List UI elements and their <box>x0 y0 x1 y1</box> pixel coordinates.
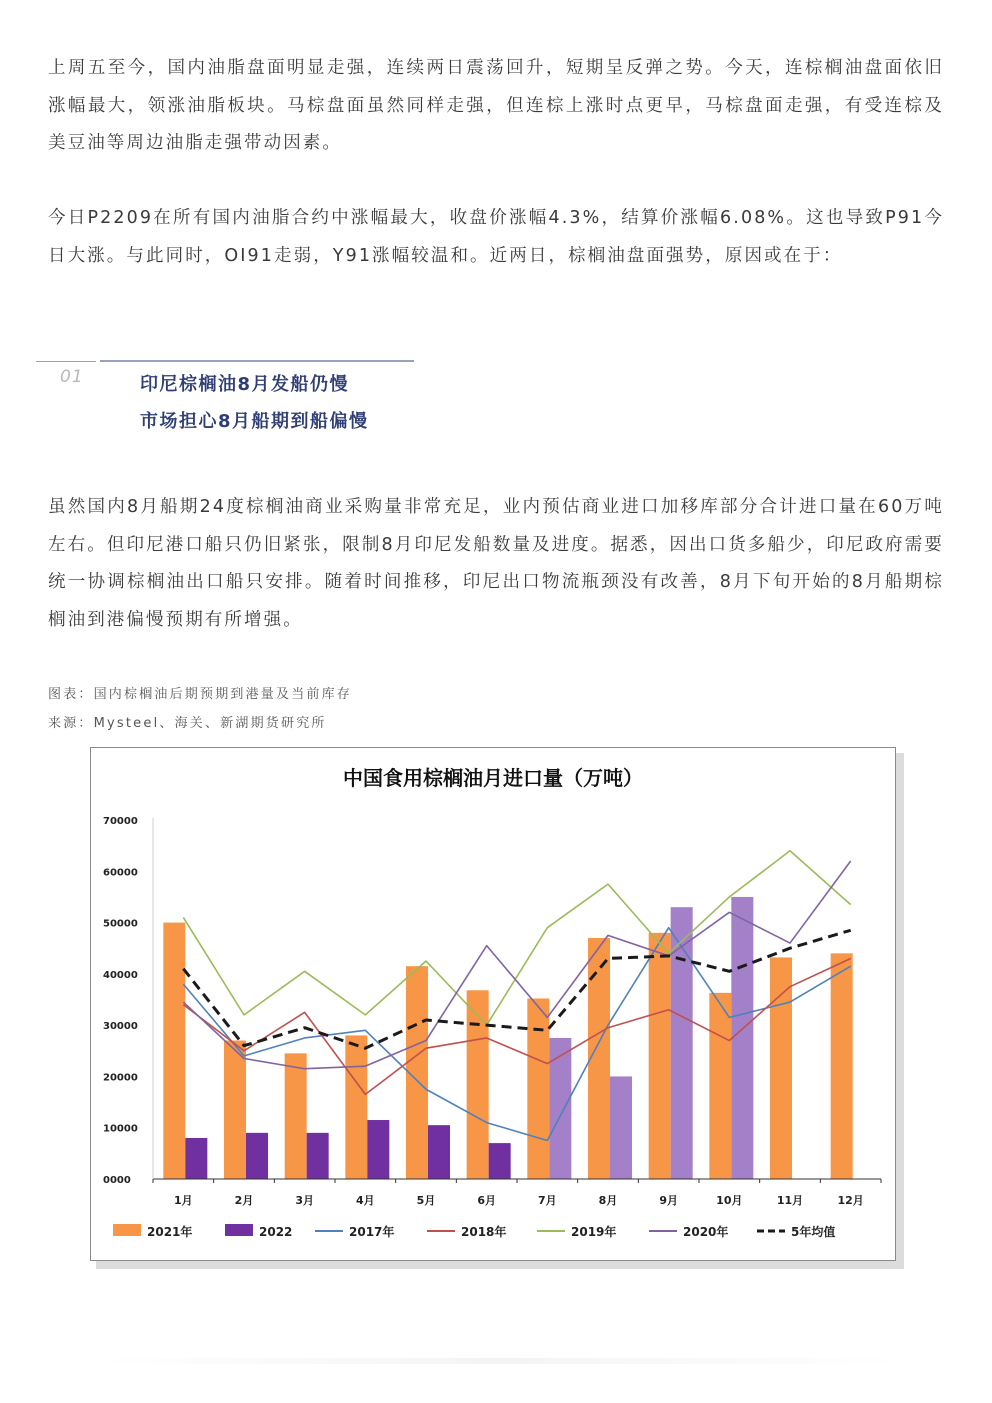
section-title-line-1: 印尼棕榈油8月发船仍慢 <box>140 374 350 395</box>
bar-2021-7 <box>527 998 549 1179</box>
bar-2022-10 <box>731 897 753 1179</box>
legend-label: 2022 <box>259 1225 293 1239</box>
legend-label: 2019年 <box>571 1225 617 1239</box>
x-tick-label: 4月 <box>356 1194 375 1207</box>
palm-oil-import-chart <box>91 748 895 1260</box>
paragraph-shipping: 虽然国内8月船期24度棕榈油商业采购量非常充足，业内预估商业进口加移库部分合计进口量在60万吨左右。但印尼港口船只仍旧紧张，限制8月印尼发船数量及进度。据悉，因出口货多船少，印尼政府需要统一协调棕榈油出口船只安排。随着时间推移，印尼出口物流瓶颈没有改善，8月下旬开始的8月船期棕榈油到港偏慢预期有所增强。 <box>48 497 944 630</box>
chart-frame <box>90 747 896 1261</box>
section-divider-left <box>36 361 96 362</box>
bar-2021-1 <box>163 923 185 1179</box>
bar-2022-2 <box>246 1133 268 1179</box>
x-tick-label: 5月 <box>416 1194 436 1207</box>
bar-2021-11 <box>770 957 792 1179</box>
x-tick-label: 2月 <box>234 1194 254 1207</box>
section-title-line-2: 市场担心8月船期到船偏慢 <box>140 411 369 432</box>
legend-label: 2021年 <box>147 1225 193 1239</box>
bar-2022-5 <box>428 1125 450 1179</box>
bar-2022-3 <box>307 1133 329 1179</box>
bar-2021-10 <box>709 993 731 1179</box>
bar-2021-3 <box>285 1053 307 1179</box>
y-tick-label: 70000 <box>103 816 138 827</box>
bar-2021-6 <box>467 990 489 1179</box>
legend-label: 2018年 <box>461 1225 507 1239</box>
x-tick-label: 7月 <box>538 1194 557 1207</box>
legend-label: 5年均值 <box>791 1225 836 1239</box>
bar-2021-12 <box>831 953 853 1179</box>
y-tick-label: 0000 <box>103 1175 131 1186</box>
bar-2021-4 <box>345 1035 367 1179</box>
x-tick-label: 1月 <box>174 1194 193 1207</box>
x-tick-label: 12月 <box>837 1194 864 1207</box>
figure-source: 来源：Mysteel、海关、新湖期货研究所 <box>48 716 327 731</box>
chart-title: 中国食用棕榈油月进口量（万吨） <box>343 766 643 790</box>
bar-2022-7 <box>549 1038 571 1179</box>
y-tick-label: 50000 <box>103 918 138 930</box>
page-bottom-rule <box>100 1358 900 1364</box>
bar-2022-6 <box>489 1143 511 1179</box>
legend-swatch <box>113 1224 141 1236</box>
bar-2022-8 <box>610 1076 632 1179</box>
legend-swatch <box>225 1224 253 1236</box>
x-tick-label: 3月 <box>295 1194 314 1207</box>
x-tick-label: 6月 <box>477 1194 496 1207</box>
x-tick-label: 8月 <box>598 1194 618 1207</box>
x-tick-label: 9月 <box>659 1194 678 1207</box>
x-tick-label: 10月 <box>716 1194 743 1207</box>
paragraph-intro: 上周五至今，国内油脂盘面明显走强，连续两日震荡回升，短期呈反弹之势。今天，连棕榈油盘面依旧涨幅最大，领涨油脂板块。马棕盘面虽然同样走强，但连棕上涨时点更早，马棕盘面走强，有受连棕及美豆油等周边油脂走强带动因素。 <box>48 58 944 153</box>
bar-2022-4 <box>367 1120 389 1179</box>
y-tick-label: 10000 <box>103 1123 138 1135</box>
paragraph-p2209: 今日P2209在所有国内油脂合约中涨幅最大，收盘价涨幅4.3%，结算价涨幅6.08%。这也导致P91今日大涨。与此同时，OI91走弱，Y91涨幅较温和。近两日，棕榈油盘面强势，原因或在于： <box>48 208 944 266</box>
y-tick-label: 60000 <box>103 867 138 879</box>
legend-label: 2017年 <box>349 1225 395 1239</box>
y-tick-label: 20000 <box>103 1072 138 1084</box>
legend-label: 2020年 <box>683 1225 729 1239</box>
y-tick-label: 30000 <box>103 1021 138 1033</box>
y-tick-label: 40000 <box>103 969 138 981</box>
section-number: 01 <box>60 367 84 387</box>
bar-2021-2 <box>224 1041 246 1179</box>
x-tick-label: 11月 <box>776 1194 804 1207</box>
figure-caption: 图表：国内棕榈油后期预期到港量及当前库存 <box>48 687 353 702</box>
bar-2021-9 <box>649 933 671 1179</box>
bar-2022-1 <box>185 1138 207 1179</box>
section-divider-right <box>100 360 414 362</box>
